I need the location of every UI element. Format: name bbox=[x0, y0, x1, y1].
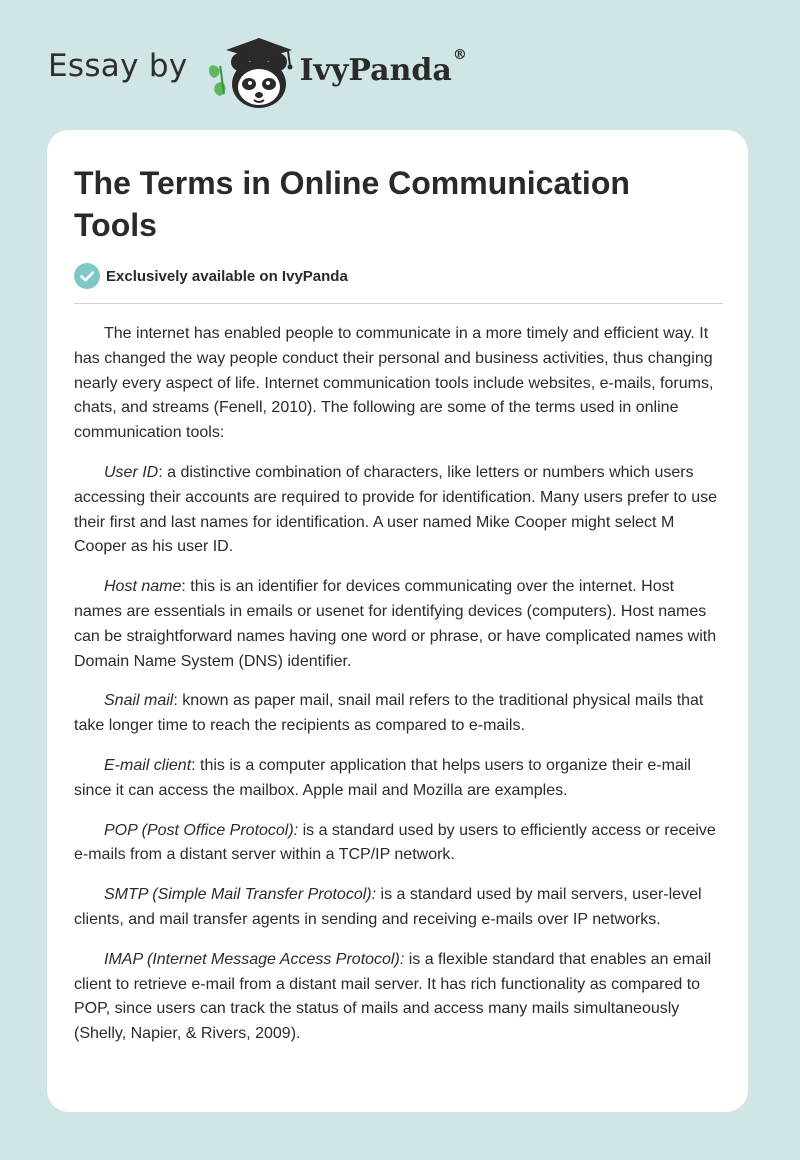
essay-card bbox=[47, 130, 748, 1112]
divider bbox=[74, 303, 723, 304]
registered-mark: ® bbox=[452, 46, 467, 63]
essay-body bbox=[74, 322, 722, 1062]
term-name: SMTP (Simple Mail Transfer Protocol): bbox=[104, 886, 377, 904]
term-definition: is a standard used by mail servers, user-level clients, and mail transfer agents in sending and receiving e-mails over IP networks. bbox=[74, 886, 702, 928]
essay-by-label: Essay by bbox=[48, 48, 188, 84]
term-definition: : this is a computer application that helps users to organize their e-mail since it can access the mailbox. Apple mail and Mozilla are examples. bbox=[74, 756, 691, 799]
intro-paragraph: The internet has enabled people to communicate in a more timely and efficient way. It has changed the way people conduct their personal and business activities, thus changing nearly every aspect of life. Internet communication tools include websites, e-mails, forums, chats, and streams (Fenell, 2010). The following are some of the terms used in online communication tools: bbox=[74, 325, 714, 442]
term-paragraph bbox=[74, 754, 722, 804]
term-name: User ID bbox=[104, 463, 159, 481]
term-paragraph bbox=[74, 689, 722, 739]
exclusive-label: Exclusively available on IvyPanda bbox=[106, 267, 348, 285]
site-header bbox=[48, 32, 467, 112]
brand-name-text: IvyPanda bbox=[299, 52, 452, 88]
term-paragraph bbox=[74, 883, 722, 933]
page-title: The Terms in Online Communication Tools bbox=[74, 165, 630, 243]
check-circle-icon bbox=[74, 263, 100, 289]
term-name: IMAP (Internet Message Access Protocol): bbox=[104, 950, 405, 968]
term-name: Snail mail bbox=[104, 692, 174, 710]
exclusive-badge bbox=[74, 263, 348, 289]
term-definition: is a standard used by users to efficiently access or receive e-mails from a distant server within a TCP/IP network. bbox=[74, 821, 716, 864]
term-paragraph bbox=[74, 819, 722, 869]
term-definition: : known as paper mail, snail mail refers to the traditional physical mails that take longer time to reach the recipients as compared to e-mails. bbox=[74, 692, 704, 735]
term-name: Host name bbox=[104, 578, 182, 596]
term-paragraph bbox=[74, 948, 722, 1047]
term-paragraph bbox=[74, 461, 722, 560]
term-paragraph bbox=[74, 575, 722, 674]
ivypanda-logo-icon[interactable] bbox=[202, 32, 298, 112]
brand-name bbox=[299, 46, 467, 88]
term-definition: is a flexible standard that enables an email client to retrieve e-mail from a distant mail server. It has rich functionality as compared to POP, since users can track the status of mails and access many mails simultaneously (Shelly, Napier, & Rivers, 2009). bbox=[74, 950, 712, 1043]
term-name: E-mail client bbox=[104, 756, 192, 774]
term-definition: : this is an identifier for devices communicating over the internet. Host names are essentials in emails or usenet for identifying devices (computers). Host names can be straightforward names having one word or phrase, or have complicated names with Domain Name System (DNS) identifier. bbox=[74, 578, 717, 670]
term-name: POP (Post Office Protocol): bbox=[104, 821, 299, 839]
term-definition: : a distinctive combination of characters, like letters or numbers which users accessing their accounts are required to provide for identification. Many users prefer to use their first and last names for identification. A user named Mike Cooper might select M Cooper as his user ID. bbox=[74, 463, 717, 556]
